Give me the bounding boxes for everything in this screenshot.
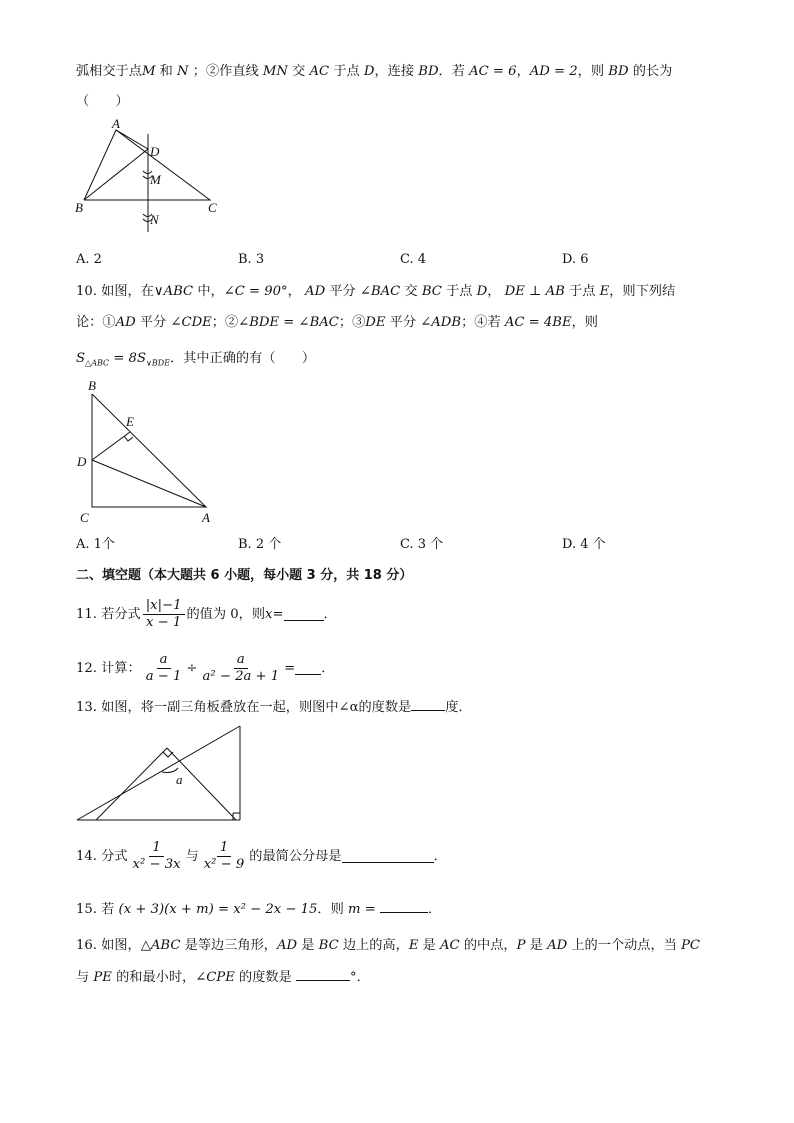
label-A: A — [112, 116, 120, 131]
q9-line1: 弧相交于点M 和 N ；②作直线 MN 交 AC 于点 D，连接 BD．若 AC = 6，AD = 2，则 BD 的长为 — [76, 64, 673, 79]
label-M: M — [150, 172, 161, 187]
q14: 14. 分式 $\frac{1}{\text{x² − 3x}}$ 与 $\frac{1}{\text{x² − 9}}$ 的最简公分母是 ． — [76, 840, 447, 872]
label-alpha: a — [176, 772, 183, 787]
q15-blank[interactable] — [380, 900, 428, 913]
label-C: C — [208, 200, 217, 215]
label-C: C — [80, 510, 89, 525]
label-B: B — [88, 378, 96, 393]
q14-blank[interactable] — [342, 850, 434, 863]
q10-choice-a[interactable]: A. 1个 — [76, 537, 115, 552]
q15: 15. 若 (x + 3)(x + m) = x² − 2x − 15．则 m = ． — [76, 902, 442, 917]
q9-choice-d[interactable]: D. 6 — [562, 252, 589, 267]
q16-line2: 与 PE 的和最小时，∠CPE 的度数是 °． — [76, 970, 370, 985]
q12-blank[interactable] — [295, 662, 321, 675]
label-E: E — [126, 414, 134, 429]
q10-line2: 论：①AD 平分 ∠CDE；②∠BDE = ∠BAC；③DE 平分 ∠ADB；④若 AC = 4BE，则 — [76, 315, 598, 330]
q13: 13. 如图，将一副三角板叠放在一起，则图中∠α的度数是 度． — [76, 700, 472, 715]
q10-choice-c[interactable]: C. 3 个 — [400, 537, 444, 552]
q12: 12. 计算： $\frac{a}{a - 1}$ ÷ $\frac{a}{\text{a² − 2a + 1}}$ = ． — [76, 652, 335, 684]
q16-line1: 16. 如图，△ABC 是等边三角形，AD 是 BC 边上的高，E 是 AC 的中点，P 是 AD 上的一个动点，当 PC — [76, 938, 701, 953]
q9-answer-paren: （ ） — [76, 94, 129, 109]
q10-choice-d[interactable]: D. 4 个 — [562, 537, 606, 552]
q13-figure — [74, 724, 244, 824]
q9-choice-b[interactable]: B. 3 — [238, 252, 265, 267]
label-A: A — [202, 510, 210, 525]
q10-choice-b[interactable]: B. 2 个 — [238, 537, 282, 552]
q13-blank[interactable] — [411, 698, 445, 711]
q11-blank[interactable] — [284, 608, 324, 621]
q10-line1: 10. 如图，在∨ABC 中，∠C = 90°， AD 平分 ∠BAC 交 BC 于点 D， DE ⊥ AB 于点 E，则下列结 — [76, 284, 676, 299]
label-N: N — [150, 212, 159, 227]
q9-choice-c[interactable]: C. 4 — [400, 252, 427, 267]
label-B: B — [75, 200, 83, 215]
section-heading: 二、填空题（本大题共 6 小题，每小题 3 分，共 18 分） — [76, 568, 413, 583]
label-D: D — [150, 144, 160, 159]
q9-figure — [70, 116, 230, 234]
q11: 11. 若分式 $\frac{|x|-1}{x - 1}$ 的值为 0，则 x = ． — [76, 598, 337, 630]
label-D: D — [77, 454, 87, 469]
q9-choice-a[interactable]: A. 2 — [76, 252, 102, 267]
q10-line3: $S_{\triangle ABC} = 8S_{\vee BDE}$．其中正确的有（ ） — [76, 351, 316, 368]
q16-blank[interactable] — [296, 968, 350, 981]
q10-figure — [74, 376, 224, 526]
